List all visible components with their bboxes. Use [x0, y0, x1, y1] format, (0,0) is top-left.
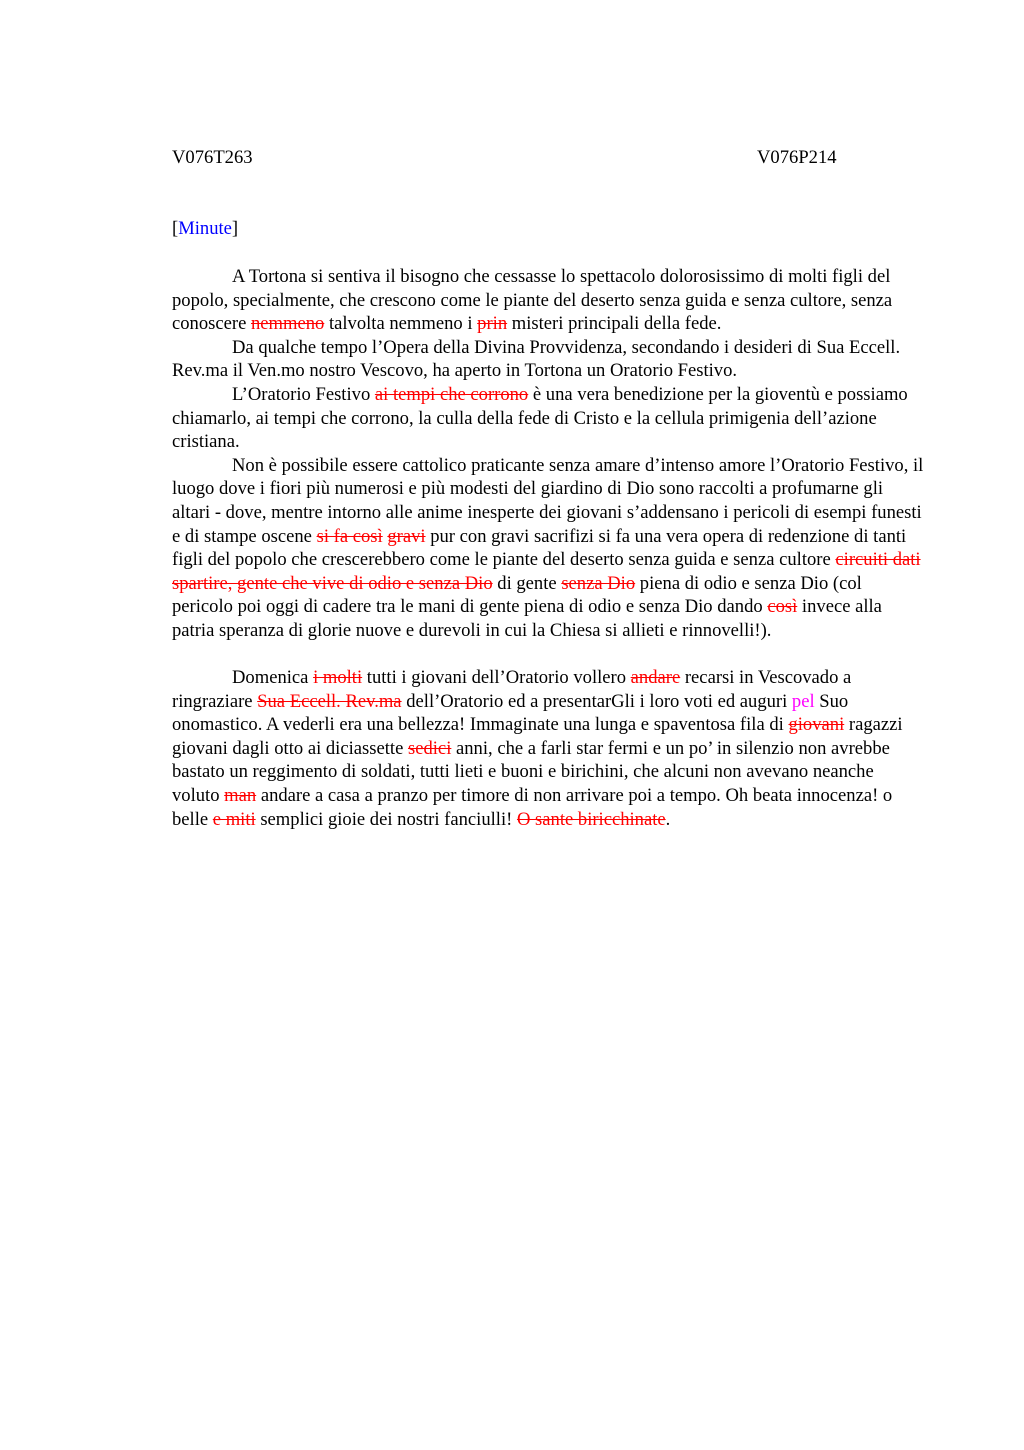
deleted-text: sedici	[407, 737, 452, 759]
tag-close-bracket: ]	[231, 218, 239, 239]
text-run: talvolta nemmeno i	[324, 313, 478, 335]
text-run: semplici gioie dei nostri fanciulli!	[255, 808, 517, 830]
text-run: piena di odio e senza Dio (col pericolo poi oggi di cadere tra le mani di gente piena di odio e senza Dio dando	[172, 572, 862, 618]
deleted-text: e miti	[212, 808, 256, 830]
document-code-left: V076T263	[172, 147, 253, 168]
text-run: ragazzi giovani dagli otto ai diciassette	[172, 714, 903, 759]
text-run: tutti i giovani dell’Oratorio vollero	[362, 667, 631, 689]
deleted-text: così	[767, 596, 798, 618]
text-run: di gente	[492, 572, 562, 594]
deleted-text: giovani	[788, 714, 845, 736]
deleted-text: prin	[477, 313, 508, 335]
text-run: anni, che a farli star fermi e un po’ in silenzio non avrebbe bastato un reggimento di soldati, tutti lieti e buoni e birichini, che alcuni non avevano neanche voluto	[172, 737, 890, 807]
paragraph	[172, 666, 924, 831]
text-run: recarsi in Vescovado a ringraziare	[172, 667, 852, 712]
page-code-right: V076P214	[757, 147, 837, 168]
text-run: andare a casa a pranzo per timore di non arrivare poi a tempo. Oh beata innocenza! o belle	[172, 785, 893, 830]
text-run: .	[665, 808, 671, 830]
text-run: Suo onomastico. A vederli era una bellezza! Immaginate una lunga e spaventosa fila di	[172, 690, 849, 736]
text-run: dell’Oratorio ed a presentarGli i loro voti ed auguri	[401, 690, 792, 712]
deleted-text: i molti	[313, 667, 363, 689]
text-run: Non è possibile essere cattolico praticante senza amare d’intenso amore l’Oratorio Festivo, il luogo dove i fiori più numerosi e più modesti del giardino di Dio sono raccolti a profumarne gli altari - dove, mentre intorno alle anime inesperte dei giovani s’addensano i pericoli di esempi funesti e di stampe oscene	[172, 454, 924, 547]
deleted-text: ai tempi che corrono	[374, 383, 529, 405]
deleted-text: si fa così	[316, 525, 383, 547]
deleted-text: man	[224, 785, 257, 807]
text-run: Da qualche tempo l’Opera della Divina Provvidenza, secondando i desideri di Sua Eccell. Rev.ma il Ven.mo nostro Vescovo, ha aperto in Tortona un Oratorio Festivo.	[172, 336, 901, 382]
paragraph	[172, 336, 924, 383]
deleted-text: senza Dio	[561, 572, 636, 594]
tag-label: Minute	[178, 218, 232, 239]
text-run: L’Oratorio Festivo	[232, 383, 375, 405]
text-run: è una vera benedizione per la gioventù e possiamo chiamarlo, ai tempi che corrono, la culla della fede di Cristo e la cellula primigenia dell’azione cristiana.	[172, 383, 908, 453]
text-run: Domenica	[232, 667, 314, 689]
text-run: misteri principali della fede.	[507, 313, 722, 335]
deleted-text: andare	[630, 667, 681, 689]
paragraph	[172, 265, 924, 336]
document-body	[172, 265, 924, 831]
document-header	[172, 146, 924, 170]
text-run: pur con gravi sacrifizi si fa una vera opera di redenzione di tanti figli del popolo che crescerebbero come le piante del deserto senza guida e senza cultore	[172, 525, 907, 571]
deleted-text: nemmeno	[250, 313, 325, 335]
text-run: A Tortona si sentiva il bisogno che cessasse lo spettacolo dolorosissimo di molti figli del popolo, specialmente, che crescono come le piante del deserto senza guida e senza cultore, senza conoscere	[172, 266, 893, 335]
deleted-text: Sua Eccell. Rev.ma	[257, 690, 402, 712]
deleted-text: circuiti dati spartire, gente che vive di odio e senza Dio	[172, 549, 921, 594]
text-run: invece alla patria speranza di glorie nuove e durevoli in cui la Chiesa si allieti e rinnovelli!).	[172, 596, 882, 641]
deleted-text: gravi	[387, 525, 426, 547]
section-tag	[172, 217, 238, 241]
inserted-text: pel	[791, 690, 815, 712]
paragraph	[172, 383, 924, 454]
deleted-text: O sante biricchinate	[516, 808, 666, 830]
tag-open-bracket: [	[172, 218, 179, 239]
paragraph	[172, 454, 924, 643]
